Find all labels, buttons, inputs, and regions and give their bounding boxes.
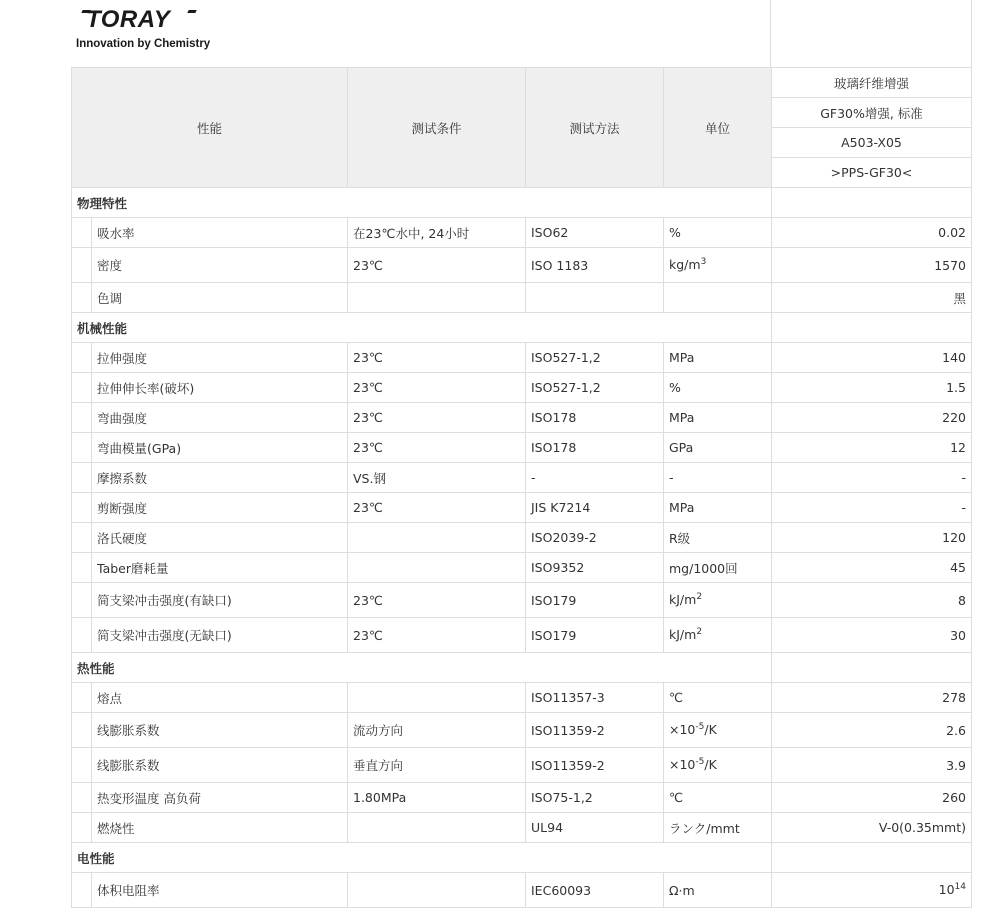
value-text: 3.9	[946, 757, 966, 773]
method-cell: ISO75-1,2	[526, 783, 664, 813]
table-row	[72, 713, 972, 748]
property-label: 弯曲强度	[97, 410, 148, 426]
indent-spacer	[72, 783, 92, 812]
value-cell	[772, 583, 972, 618]
unit-text: ×10	[669, 757, 696, 773]
property-cell	[72, 813, 348, 843]
indent-spacer	[72, 343, 92, 372]
unit-text: MPa	[669, 410, 695, 425]
method-cell: ISO2039-2	[526, 523, 664, 553]
value-cell	[772, 248, 972, 283]
value-cell	[772, 373, 972, 403]
value-cell	[772, 493, 972, 523]
value-cell	[772, 618, 972, 653]
property-label: 吸水率	[97, 225, 135, 241]
table-row	[72, 583, 972, 618]
header-condition: 测试条件	[348, 68, 526, 188]
property-label: Taber磨耗量	[97, 560, 169, 576]
indent-spacer	[72, 873, 92, 907]
unit-text: GPa	[669, 440, 694, 455]
property-label: 拉伸强度	[97, 350, 148, 366]
property-label: 线膨胀系数	[97, 758, 160, 773]
unit-cell	[664, 373, 772, 403]
value-cell	[772, 813, 972, 843]
grade-line: >PPS-GF30<	[772, 158, 972, 188]
condition-cell	[348, 523, 526, 553]
value-text: 黑	[953, 290, 966, 306]
indent-spacer	[72, 218, 92, 247]
header-method: 测试方法	[526, 68, 664, 188]
unit-cell	[664, 493, 772, 523]
value-cell	[772, 403, 972, 433]
unit-exponent: 2	[696, 592, 703, 603]
value-text: 260	[942, 790, 966, 805]
section-value-cell	[772, 313, 972, 343]
property-label: 熔点	[97, 690, 123, 706]
table-row	[72, 813, 972, 843]
indent-spacer	[72, 553, 92, 582]
method-cell: IEC60093	[526, 873, 664, 908]
method-cell: ISO11357-3	[526, 683, 664, 713]
property-cell	[72, 748, 348, 783]
unit-cell	[664, 748, 772, 783]
unit-exponent: 3	[700, 257, 707, 268]
method-cell: UL94	[526, 813, 664, 843]
brand-tagline: Innovation by Chemistry	[76, 38, 211, 50]
value-text: -	[961, 500, 966, 515]
value-text: 2.6	[946, 722, 966, 738]
unit-text: ℃	[669, 690, 684, 705]
unit-cell	[664, 248, 772, 283]
value-cell	[772, 283, 972, 313]
table-row	[72, 618, 972, 653]
value-text: 12	[950, 440, 966, 455]
value-text: -	[961, 470, 966, 485]
unit-text: kg/m	[669, 257, 701, 273]
method-cell	[526, 283, 664, 313]
method-cell: ISO11359-2	[526, 748, 664, 783]
indent-spacer	[72, 618, 92, 652]
method-cell: ISO178	[526, 433, 664, 463]
property-cell	[72, 283, 348, 313]
unit-cell	[664, 523, 772, 553]
condition-cell: VS.钢	[348, 463, 526, 493]
header-property: 性能	[72, 68, 348, 188]
condition-cell	[348, 813, 526, 843]
unit-cell	[664, 713, 772, 748]
unit-suffix: /K	[704, 722, 717, 738]
unit-cell	[664, 283, 772, 313]
property-cell	[72, 218, 348, 248]
indent-spacer	[72, 523, 92, 552]
section-row	[72, 843, 972, 873]
unit-text: kJ/m	[669, 627, 697, 643]
unit-cell	[664, 553, 772, 583]
indent-spacer	[72, 373, 92, 402]
property-label: 简支梁冲击强度(无缺口)	[97, 628, 232, 643]
table-row	[72, 403, 972, 433]
unit-cell	[664, 783, 772, 813]
value-text: 220	[942, 410, 966, 425]
unit-cell	[664, 218, 772, 248]
value-cell	[772, 748, 972, 783]
logo-mark-right	[187, 10, 196, 13]
section-value-cell	[772, 653, 972, 683]
property-cell	[72, 873, 348, 908]
unit-text: Ω·m	[669, 882, 695, 898]
value-text: 30	[950, 627, 966, 643]
section-title: 热性能	[72, 653, 772, 683]
condition-cell	[348, 873, 526, 908]
value-cell	[772, 343, 972, 373]
section-row	[72, 188, 972, 218]
table-row	[72, 748, 972, 783]
property-cell	[72, 523, 348, 553]
grade-line: 玻璃纤维增强	[772, 68, 972, 98]
property-cell	[72, 683, 348, 713]
unit-cell	[664, 683, 772, 713]
method-cell: ISO178	[526, 403, 664, 433]
property-label: 简支梁冲击强度(有缺口)	[97, 593, 232, 608]
value-cell	[772, 463, 972, 493]
value-cell	[772, 713, 972, 748]
grade-line: A503-X05	[772, 128, 972, 158]
table-row	[72, 343, 972, 373]
property-cell	[72, 583, 348, 618]
table-row	[72, 873, 972, 908]
property-cell	[72, 343, 348, 373]
indent-spacer	[72, 463, 92, 492]
unit-cell	[664, 463, 772, 493]
unit-cell	[664, 813, 772, 843]
method-cell: ISO527-1,2	[526, 373, 664, 403]
header-unit: 单位	[664, 68, 772, 188]
indent-spacer	[72, 248, 92, 282]
indent-spacer	[72, 813, 92, 842]
value-text: 10	[938, 882, 955, 898]
value-cell	[772, 553, 972, 583]
section-row	[72, 653, 972, 683]
unit-text: R级	[669, 530, 691, 546]
brand-logo: TORAY	[86, 6, 171, 33]
property-label: 拉伸伸长率(破坏)	[97, 380, 195, 396]
method-cell: -	[526, 463, 664, 493]
unit-text: mg/1000回	[669, 560, 738, 576]
indent-spacer	[72, 493, 92, 522]
value-cell	[772, 218, 972, 248]
property-cell	[72, 248, 348, 283]
unit-cell	[664, 343, 772, 373]
table-row	[72, 218, 972, 248]
value-text: 1570	[934, 257, 966, 273]
property-cell	[72, 783, 348, 813]
unit-exponent: -5	[695, 722, 705, 733]
unit-text: %	[669, 225, 681, 240]
property-label: 燃烧性	[97, 820, 135, 836]
method-cell: ISO527-1,2	[526, 343, 664, 373]
property-label: 剪断强度	[97, 500, 148, 516]
condition-cell	[348, 683, 526, 713]
indent-spacer	[72, 748, 92, 782]
unit-exponent: -5	[695, 757, 705, 768]
value-text: V-0(0.35mmt)	[878, 820, 966, 835]
property-cell	[72, 553, 348, 583]
value-text: 1.5	[946, 380, 966, 395]
condition-cell	[348, 553, 526, 583]
condition-cell: 23℃	[348, 583, 526, 618]
indent-spacer	[72, 403, 92, 432]
unit-text: ランク/mmt	[669, 820, 740, 836]
value-exponent: 14	[954, 882, 966, 893]
unit-suffix: /K	[704, 757, 717, 773]
property-label: 弯曲模量(GPa)	[97, 440, 182, 456]
unit-text: %	[669, 380, 681, 395]
value-cell	[772, 433, 972, 463]
indent-spacer	[72, 583, 92, 617]
unit-text: MPa	[669, 500, 695, 515]
condition-cell: 23℃	[348, 618, 526, 653]
value-text: 120	[942, 530, 966, 545]
indent-spacer	[72, 683, 92, 712]
table-row	[72, 283, 972, 313]
condition-cell: 垂直方向	[348, 748, 526, 783]
property-cell	[72, 433, 348, 463]
condition-cell: 23℃	[348, 248, 526, 283]
condition-cell: 23℃	[348, 343, 526, 373]
property-label: 色调	[97, 290, 123, 306]
property-cell	[72, 403, 348, 433]
section-row	[72, 313, 972, 343]
table-row	[72, 463, 972, 493]
property-cell	[72, 463, 348, 493]
table-row	[72, 373, 972, 403]
condition-cell: 23℃	[348, 493, 526, 523]
condition-cell: 流动方向	[348, 713, 526, 748]
property-cell	[72, 713, 348, 748]
value-text: 0.02	[938, 225, 966, 240]
property-cell	[72, 493, 348, 523]
condition-cell	[348, 283, 526, 313]
value-cell	[772, 873, 972, 908]
unit-text: ×10	[669, 722, 696, 738]
unit-cell	[664, 403, 772, 433]
unit-exponent: 2	[696, 627, 703, 638]
unit-cell	[664, 433, 772, 463]
condition-cell: 在23℃水中, 24小时	[348, 218, 526, 248]
condition-cell: 23℃	[348, 373, 526, 403]
section-title: 电性能	[72, 843, 772, 873]
table-row	[72, 248, 972, 283]
condition-cell: 23℃	[348, 403, 526, 433]
property-label: 洛氏硬度	[97, 530, 148, 546]
table-row	[72, 783, 972, 813]
method-cell: ISO 1183	[526, 248, 664, 283]
property-cell	[72, 618, 348, 653]
property-label: 体积电阻率	[97, 883, 160, 898]
indent-spacer	[72, 433, 92, 462]
unit-text: -	[669, 470, 674, 485]
value-text: 140	[942, 350, 966, 365]
method-cell: ISO62	[526, 218, 664, 248]
condition-cell: 1.80MPa	[348, 783, 526, 813]
unit-text: ℃	[669, 790, 684, 805]
section-value-cell	[772, 843, 972, 873]
value-cell	[772, 683, 972, 713]
section-value-cell	[772, 188, 972, 218]
unit-cell	[664, 583, 772, 618]
table-row	[72, 683, 972, 713]
value-cell	[772, 523, 972, 553]
unit-text: MPa	[669, 350, 695, 365]
value-text: 278	[942, 690, 966, 705]
indent-spacer	[72, 713, 92, 747]
method-cell: ISO179	[526, 583, 664, 618]
grade-line: GF30%增强, 标准	[772, 98, 972, 128]
property-label: 线膨胀系数	[97, 723, 160, 738]
table-row	[72, 493, 972, 523]
property-cell	[72, 373, 348, 403]
property-label: 热变形温度 高负荷	[97, 790, 201, 806]
table-row	[72, 553, 972, 583]
method-cell: ISO11359-2	[526, 713, 664, 748]
method-cell: ISO9352	[526, 553, 664, 583]
unit-cell	[664, 873, 772, 908]
header-grade-spacer	[770, 0, 972, 67]
value-cell	[772, 783, 972, 813]
method-cell: JIS K7214	[526, 493, 664, 523]
method-cell: ISO179	[526, 618, 664, 653]
property-label: 摩擦系数	[97, 470, 148, 486]
table-row	[72, 523, 972, 553]
table-row	[72, 433, 972, 463]
section-title: 机械性能	[72, 313, 772, 343]
value-text: 8	[958, 592, 966, 608]
unit-text: kJ/m	[669, 592, 697, 608]
section-title: 物理特性	[72, 188, 772, 218]
properties-table	[71, 67, 972, 908]
condition-cell: 23℃	[348, 433, 526, 463]
unit-cell	[664, 618, 772, 653]
property-label: 密度	[97, 258, 123, 273]
value-text: 45	[950, 560, 966, 575]
indent-spacer	[72, 283, 92, 312]
